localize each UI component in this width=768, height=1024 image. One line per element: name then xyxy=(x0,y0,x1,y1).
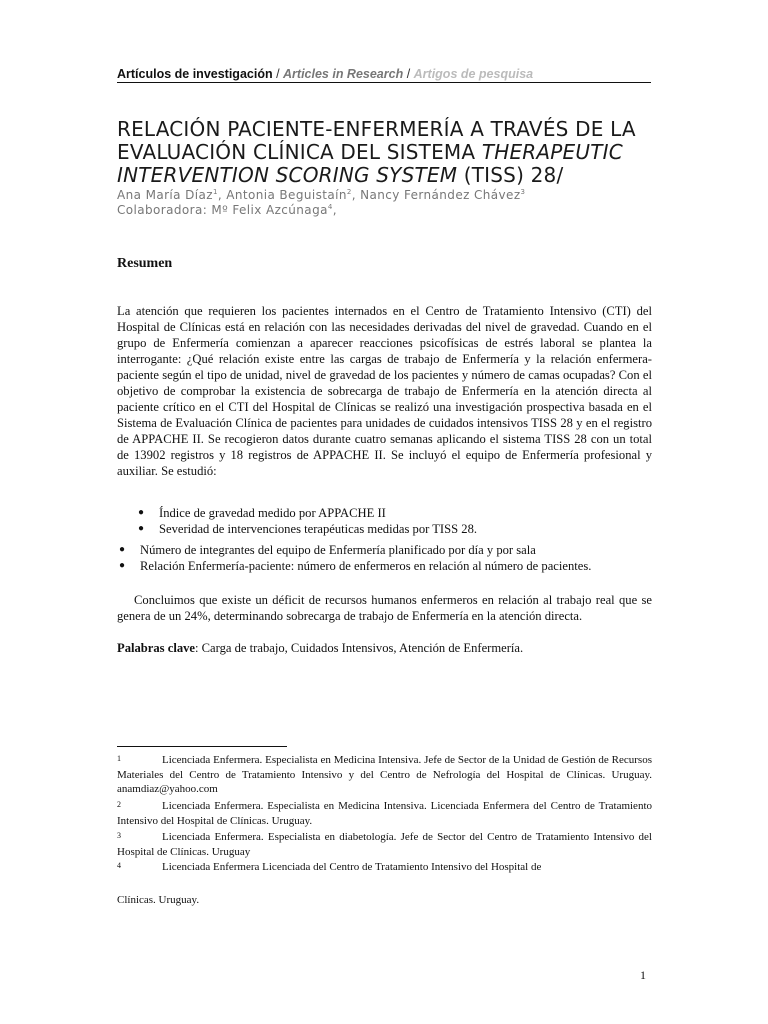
footnote-text: Licenciada Enfermera. Especialista en Medicina Intensiva. Jefe de Sector de la Unidad de Gestión de Recursos Materiales del Centro de Tratamiento Intensivo y del Centro de Nefrología del Hospital de Clínicas. Uruguay. anamdiaz@yahoo.com xyxy=(117,754,652,795)
keywords-label: Palabras clave xyxy=(117,641,195,655)
footnote-text: Licenciada Enfermera. Especialista en diabetología. Jefe de Sector del Centro de Tratamiento Intensivo del Hospital de Clínicas. Uruguay xyxy=(117,831,652,858)
page-number: 1 xyxy=(640,968,646,982)
collaborator-line: Colaboradora: Mº Felix Azcúnaga$^4$, xyxy=(117,203,337,217)
footnote-text: Licenciada Enfermera Licenciada del Centro de Tratamiento Intensivo del Hospital de xyxy=(162,861,542,873)
author-name: Nancy Fernández Chávez xyxy=(360,188,521,202)
collaborator-name: Colaboradora: Mº Felix Azcúnaga xyxy=(117,203,328,217)
inner-bullet-list xyxy=(117,505,652,537)
bullet-icon: ● xyxy=(119,560,126,571)
author-name: Ana María Díaz xyxy=(117,188,213,202)
footnote-4-continuation: Clínicas. Uruguay. xyxy=(117,894,200,906)
conclusion-paragraph: Concluimos que existe un déficit de recursos humanos enfermeros en relación al trabajo real que se genera de un 24%, determinando sobrecarga de trabajo de Enfermería en la atención directa. xyxy=(117,593,652,623)
footnote-3 xyxy=(117,830,652,859)
outer-bullet-list xyxy=(117,542,652,574)
list-item-text: Relación Enfermería-paciente: número de enfermeros en relación al número de pacientes. xyxy=(140,559,592,573)
list-item-text: Índice de gravedad medido por APPACHE II xyxy=(159,506,386,520)
footnote-divider xyxy=(117,746,287,747)
author-block xyxy=(117,188,657,218)
list-item xyxy=(117,505,652,521)
footnote-1 xyxy=(117,753,652,797)
footnote-4 xyxy=(117,860,652,875)
title-italic: THERAPEUTIC INTERVENTION SCORING SYSTEM xyxy=(117,140,623,187)
author-footnote-mark: 2 xyxy=(346,188,352,196)
list-item xyxy=(117,542,652,558)
running-head xyxy=(117,67,651,83)
footnote-number: 4 xyxy=(117,861,121,870)
author-line: Ana María Díaz$^1$, Antonia Beguistaín$^2$, Nancy Fernández Chávez$^3$ xyxy=(117,188,526,202)
running-head-spanish: Artículos de investigación xyxy=(117,67,273,81)
running-head-english: Articles in Research xyxy=(283,67,404,81)
footnote-text: Licenciada Enfermera. Especialista en Medicina Intensiva. Licenciada Enfermera del Centro de Tratamiento Intensivo del Hospital de Clínicas. Uruguay. xyxy=(117,800,652,827)
article-title xyxy=(117,118,657,187)
list-item xyxy=(117,521,652,537)
list-item-text: Número de integrantes del equipo de Enfermería planificado por día y por sala xyxy=(140,543,536,557)
list-item-text: Severidad de intervenciones terapéuticas medidas por TISS 28. xyxy=(159,522,478,536)
list-item xyxy=(117,558,652,574)
running-head-separator: / xyxy=(403,67,414,81)
abstract-paragraph: La atención que requieren los pacientes internados en el Centro de Tratamiento Intensivo (CTI) del Hospital de Clínicas está en relación con las necesidades derivadas del nivel de gravedad. Cuando en el grupo de Enfermería comienzan a aparecer reacciones psicofísicas de estrés laboral se plantea la interrogante: ¿Qué relación existe entre las cargas de trabajo de Enfermería y la relación enfermera-paciente según el tipo de unidad, nivel de gravedad de los pacientes y número de camas ocupadas? Con el objetivo de comprobar la existencia de sobrecarga de trabajo de Enfermería en la atención directa al paciente crítico en el CTI del Hospital de Clínicas se realizó una investigación prospectiva basada en el Sistema de Evaluación Clínica de pacientes para unidades de cuidados intensivos TISS 28 y en el registro de APPACHE II. Se recogieron datos durante cuatro semanas aplicando el sistema TISS 28 con un total de 13902 registros y 18 registros de APPACHE II. Se incluyó el equipo de Enfermería profesional y auxiliar. Se estudió: xyxy=(117,304,652,478)
footnote-2 xyxy=(117,799,652,828)
keywords-text: : Carga de trabajo, Cuidados Intensivos, Atención de Enfermería. xyxy=(195,641,524,655)
author-footnote-mark: 3 xyxy=(520,188,526,196)
footnote-number: 1 xyxy=(117,754,121,763)
bullet-icon: ● xyxy=(119,544,126,555)
author-name: Antonia Beguistaín xyxy=(226,188,347,202)
keywords-line xyxy=(117,640,652,656)
bullet-icon: ● xyxy=(138,507,145,518)
running-head-separator: / xyxy=(272,67,284,81)
abstract-heading: Resumen xyxy=(117,256,173,271)
title-part-1: RELACIÓN PACIENTE-ENFERMERÍA A TRAVÉS DE LA EVALUACIÓN CLÍNICA DEL SISTEMA xyxy=(117,117,636,164)
bullet-icon: ● xyxy=(138,523,145,534)
footnote-number: 2 xyxy=(117,800,121,809)
footnote-number: 3 xyxy=(117,831,121,840)
author-footnote-mark: 1 xyxy=(212,188,218,196)
title-part-2: (TISS) 28/ xyxy=(457,163,564,187)
running-head-portuguese: Artigos de pesquisa xyxy=(413,67,534,81)
collaborator-footnote-mark: 4 xyxy=(327,203,333,211)
